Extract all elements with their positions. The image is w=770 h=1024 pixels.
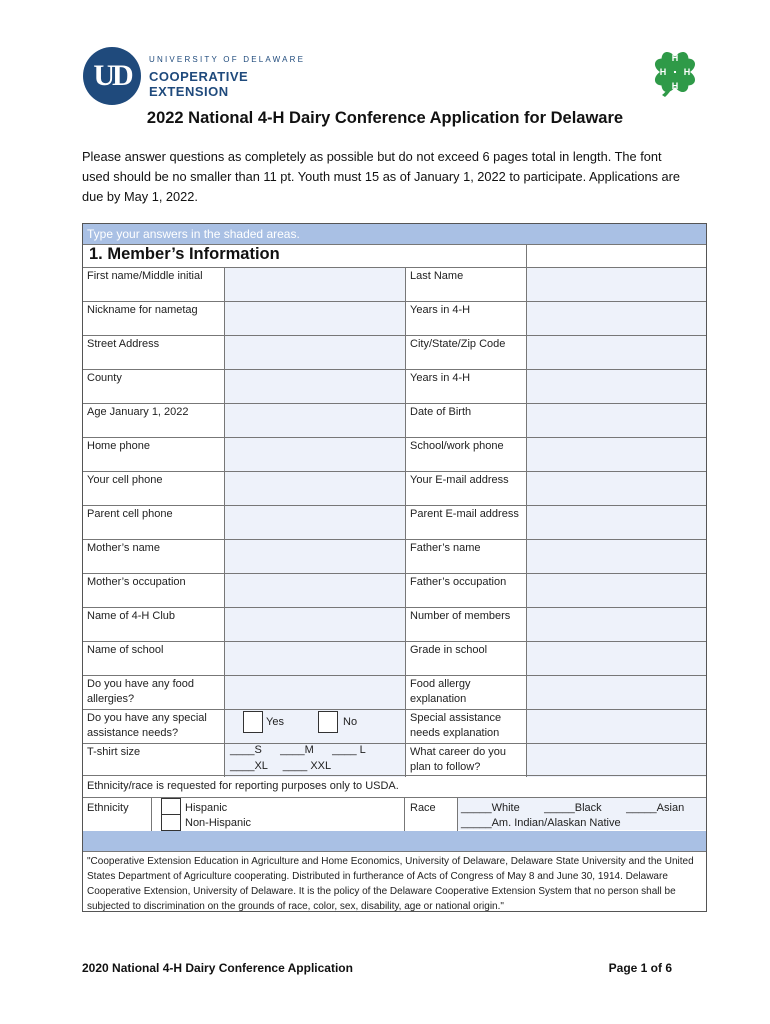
divider — [83, 369, 706, 370]
divider — [405, 641, 406, 675]
divider — [83, 675, 706, 676]
divider — [83, 539, 706, 540]
divider — [224, 267, 225, 301]
answer-field-left[interactable] — [225, 506, 405, 539]
answer-field-right[interactable] — [527, 574, 706, 607]
divider — [83, 403, 706, 404]
field-label: Parent E-mail address — [410, 508, 519, 520]
hispanic-checkbox[interactable] — [161, 798, 181, 815]
divider — [405, 335, 406, 369]
document-title: 2022 National 4-H Dairy Conference Application for Delaware — [146, 109, 624, 127]
seal-text: UD — [93, 59, 131, 92]
assistance-no-label: No — [343, 716, 358, 728]
hispanic-label: Hispanic — [185, 802, 228, 814]
divider — [405, 709, 406, 743]
ethnicity-note: Ethnicity/race is requested for reporting purposes only to USDA. — [87, 780, 399, 792]
clover-letter: H — [671, 53, 679, 63]
extension-line1: COOPERATIVE — [149, 69, 249, 84]
member-information-form — [82, 223, 707, 912]
footer-title: 2020 National 4-H Dairy Conference Application — [82, 961, 353, 975]
answer-field-left[interactable] — [225, 404, 405, 437]
answer-field-right[interactable] — [527, 370, 706, 403]
field-label: Nickname for nametag — [87, 304, 198, 316]
assistance-yes-checkbox[interactable] — [243, 711, 263, 733]
race-options-1[interactable]: _____White _____Black _____Asian — [461, 802, 685, 814]
divider — [151, 797, 152, 831]
shirt-size-options-1[interactable]: ____S ____M ____ L — [230, 744, 366, 756]
divider — [526, 301, 527, 335]
divider — [224, 369, 225, 403]
divider — [526, 709, 527, 743]
divider — [224, 675, 225, 709]
divider — [526, 675, 527, 709]
divider — [405, 471, 406, 505]
field-label: Father’s name — [410, 542, 481, 554]
answer-field-left[interactable] — [225, 268, 405, 301]
answer-field-right[interactable] — [527, 336, 706, 369]
field-label: Do you have any food allergies? — [87, 678, 195, 705]
divider — [405, 505, 406, 539]
divider — [405, 743, 406, 777]
field-label: Name of 4-H Club — [87, 610, 176, 622]
divider — [526, 244, 527, 267]
divider — [224, 607, 225, 641]
divider — [83, 244, 706, 245]
shirt-size-options-2[interactable]: ____XL ____ XXL — [230, 760, 332, 772]
field-label: School/work phone — [410, 440, 504, 452]
divider — [83, 267, 706, 268]
divider — [83, 335, 706, 336]
section-title: 1. Member’s Information — [89, 245, 280, 263]
field-label: Last Name — [410, 270, 464, 282]
divider — [457, 797, 458, 831]
divider — [405, 267, 406, 301]
divider — [224, 641, 225, 675]
field-label: What career do you plan to follow? — [410, 746, 506, 773]
field-label: Home phone — [87, 440, 150, 452]
divider — [404, 797, 405, 831]
answer-field-left[interactable] — [225, 438, 405, 471]
divider — [83, 709, 706, 710]
divider — [405, 607, 406, 641]
extension-name — [149, 69, 248, 99]
race-options-2[interactable]: _____Am. Indian/Alaskan Native — [461, 817, 621, 829]
clover-letter: H — [671, 81, 679, 91]
answer-field-left[interactable] — [225, 676, 405, 709]
answer-field-left[interactable] — [225, 370, 405, 403]
answer-field-left[interactable] — [225, 336, 405, 369]
intro-paragraph: Please answer questions as completely as possible but do not exceed 6 pages total in length. The font used should be no smaller than 11 pt. Youth must 15 as of January 1, 2022 to participate. Applications are due by May 1, 2022. — [82, 149, 681, 204]
answer-field-right[interactable] — [527, 540, 706, 573]
university-name: UNIVERSITY OF DELAWARE — [149, 55, 306, 64]
divider — [405, 573, 406, 607]
divider — [526, 437, 527, 471]
divider — [526, 369, 527, 403]
divider — [405, 437, 406, 471]
four-h-clover-icon — [648, 45, 702, 99]
divider — [224, 573, 225, 607]
clover-letter: H — [683, 67, 691, 77]
divider — [83, 775, 706, 776]
answer-field-right[interactable] — [527, 506, 706, 539]
divider — [405, 539, 406, 573]
field-label: Number of members — [410, 610, 511, 622]
divider — [405, 403, 406, 437]
field-label: Your E-mail address — [410, 474, 509, 486]
assistance-yes-label: Yes — [266, 716, 284, 728]
non-hispanic-checkbox[interactable] — [161, 814, 181, 831]
field-label: First name/Middle initial — [87, 270, 203, 282]
nondiscrimination-disclaimer: "Cooperative Extension Education in Agriculture and Home Economics, University of Delaware, Delaware State University and the United States Department of Agriculture cooperating. Distributed in furtherance of Acts of Congress of May 8 and June 30, 1914. Delaware Cooperative Extension, University of Delaware. It is the policy of the Delaware Cooperative Extension System that no person shall be subjected to discrimination on the grounds of race, color, sex, disability, age or national origin." — [87, 856, 694, 912]
field-label: Parent cell phone — [87, 508, 173, 520]
race-label: Race — [410, 802, 436, 814]
page-number: Page 1 of 6 — [608, 961, 672, 975]
field-label: Mother’s name — [87, 542, 160, 554]
divider — [83, 471, 706, 472]
divider — [526, 267, 527, 301]
field-label: Years in 4-H — [410, 372, 471, 384]
field-label: Father’s occupation — [410, 576, 507, 588]
divider — [526, 403, 527, 437]
divider — [224, 437, 225, 471]
divider — [224, 335, 225, 369]
answer-field-right[interactable] — [527, 268, 706, 301]
divider — [526, 505, 527, 539]
answer-field-right[interactable] — [527, 608, 706, 641]
clover-letter: H — [659, 67, 667, 77]
non-hispanic-label: Non-Hispanic — [185, 817, 252, 829]
answer-field-left[interactable] — [225, 472, 405, 505]
divider — [83, 851, 706, 852]
divider — [224, 743, 225, 777]
field-label: Age January 1, 2022 — [87, 406, 189, 418]
divider — [526, 641, 527, 675]
field-label: City/State/Zip Code — [410, 338, 506, 350]
divider — [83, 505, 706, 506]
divider — [224, 403, 225, 437]
field-label: County — [87, 372, 122, 384]
divider — [83, 607, 706, 608]
answer-field-right[interactable] — [527, 676, 706, 709]
divider — [224, 539, 225, 573]
divider — [83, 573, 706, 574]
answer-field-right[interactable] — [527, 404, 706, 437]
divider — [224, 471, 225, 505]
divider — [526, 607, 527, 641]
ethnicity-label: Ethnicity — [87, 802, 129, 814]
answer-field-right[interactable] — [527, 438, 706, 471]
divider — [405, 675, 406, 709]
divider — [83, 437, 706, 438]
answer-field-left[interactable] — [225, 574, 405, 607]
divider — [83, 641, 706, 642]
field-label: Date of Birth — [410, 406, 472, 418]
field-label: Street Address — [87, 338, 160, 350]
university-seal-logo — [83, 47, 141, 105]
answer-field-left[interactable] — [225, 540, 405, 573]
divider — [405, 369, 406, 403]
divider — [526, 335, 527, 369]
answer-field-right[interactable] — [527, 710, 706, 743]
field-label: Name of school — [87, 644, 164, 656]
divider — [526, 573, 527, 607]
field-label: T-shirt size — [87, 746, 141, 758]
separator-bar — [83, 831, 706, 851]
divider — [83, 743, 706, 744]
extension-line2: EXTENSION — [149, 84, 229, 99]
divider — [224, 709, 225, 743]
divider — [224, 301, 225, 335]
field-label: Your cell phone — [87, 474, 163, 486]
divider — [83, 301, 706, 302]
divider — [405, 301, 406, 335]
answer-field-right[interactable] — [527, 642, 706, 675]
field-label: Special assistance needs explanation — [410, 712, 502, 739]
answer-field-right[interactable] — [527, 302, 706, 335]
answer-field-right[interactable] — [527, 472, 706, 505]
divider — [224, 505, 225, 539]
divider — [526, 471, 527, 505]
field-label: Years in 4-H — [410, 304, 471, 316]
field-label: Do you have any special assistance needs? — [87, 712, 207, 739]
answer-field-left[interactable] — [225, 642, 405, 675]
divider — [526, 539, 527, 573]
assistance-no-checkbox[interactable] — [318, 711, 338, 733]
answer-field-left[interactable] — [225, 608, 405, 641]
field-label: Mother’s occupation — [87, 576, 186, 588]
field-label: Grade in school — [410, 644, 488, 656]
answer-field-right[interactable] — [527, 744, 706, 777]
divider — [526, 743, 527, 777]
field-label: Food allergy explanation — [410, 678, 471, 705]
answer-field-left[interactable] — [225, 302, 405, 335]
shaded-areas-banner: Type your answers in the shaded areas. — [83, 224, 706, 244]
